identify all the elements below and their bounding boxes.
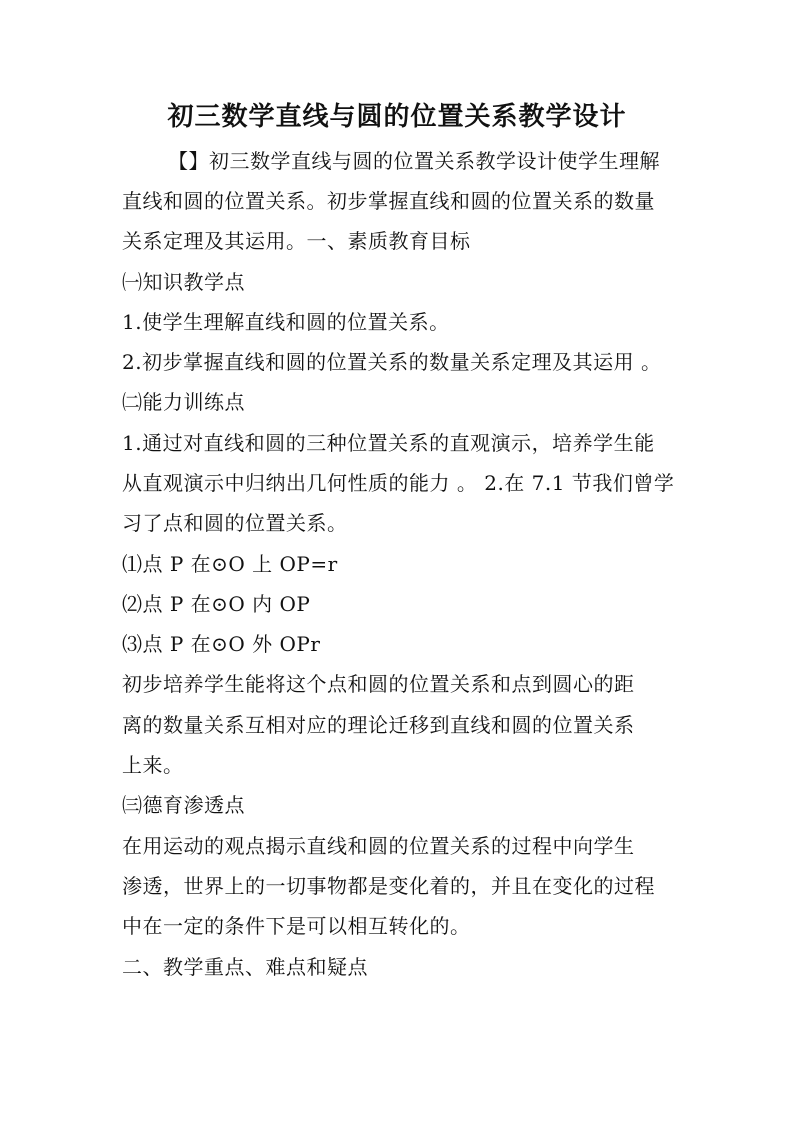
list-item: ⑴点 P 在⊙O 上 OP=r bbox=[122, 552, 338, 576]
paragraph-line: 上来。 bbox=[122, 753, 184, 777]
document-title: 初三数学直线与圆的位置关系教学设计 bbox=[167, 102, 627, 132]
paragraph-line: 直线和圆的位置关系。初步掌握直线和圆的位置关系的数量 bbox=[122, 189, 655, 213]
paragraph-line: 渗透，世界上的一切事物都是变化着的，并且在变化的过程 bbox=[122, 874, 655, 898]
paragraph-line: 习了点和圆的位置关系。 bbox=[122, 511, 348, 535]
section-heading: ㈠知识教学点 bbox=[122, 270, 245, 294]
list-item: ⑶点 P 在⊙O 外 OPr bbox=[122, 632, 321, 656]
section-heading: ㈢德育渗透点 bbox=[122, 793, 245, 817]
paragraph-line: 【】初三数学直线与圆的位置关系教学设计使学生理解 bbox=[168, 149, 660, 173]
paragraph-line: 初步培养学生能将这个点和圆的位置关系和点到圆心的距 bbox=[122, 672, 635, 696]
paragraph-line: 在用运动的观点揭示直线和圆的位置关系的过程中向学生 bbox=[122, 834, 635, 858]
section-heading: 二、教学重点、难点和疑点 bbox=[122, 955, 368, 979]
paragraph-line: 关系定理及其运用。一、素质教育目标 bbox=[122, 229, 471, 253]
list-item: 1.通过对直线和圆的三种位置关系的直观演示，培养学生能 bbox=[122, 431, 655, 455]
list-item: 2.初步掌握直线和圆的位置关系的数量关系定理及其运用 。 bbox=[122, 350, 662, 374]
paragraph-line: 离的数量关系互相对应的理论迁移到直线和圆的位置关系 bbox=[122, 713, 635, 737]
list-item: 1.使学生理解直线和圆的位置关系。 bbox=[122, 310, 450, 334]
paragraph-line: 从直观演示中归纳出几何性质的能力 。 2.在 7.1 节我们曾学 bbox=[122, 471, 675, 495]
paragraph-line: 中在一定的条件下是可以相互转化的。 bbox=[122, 914, 471, 938]
section-heading: ㈡能力训练点 bbox=[122, 390, 245, 414]
list-item: ⑵点 P 在⊙O 内 OP bbox=[122, 592, 311, 616]
